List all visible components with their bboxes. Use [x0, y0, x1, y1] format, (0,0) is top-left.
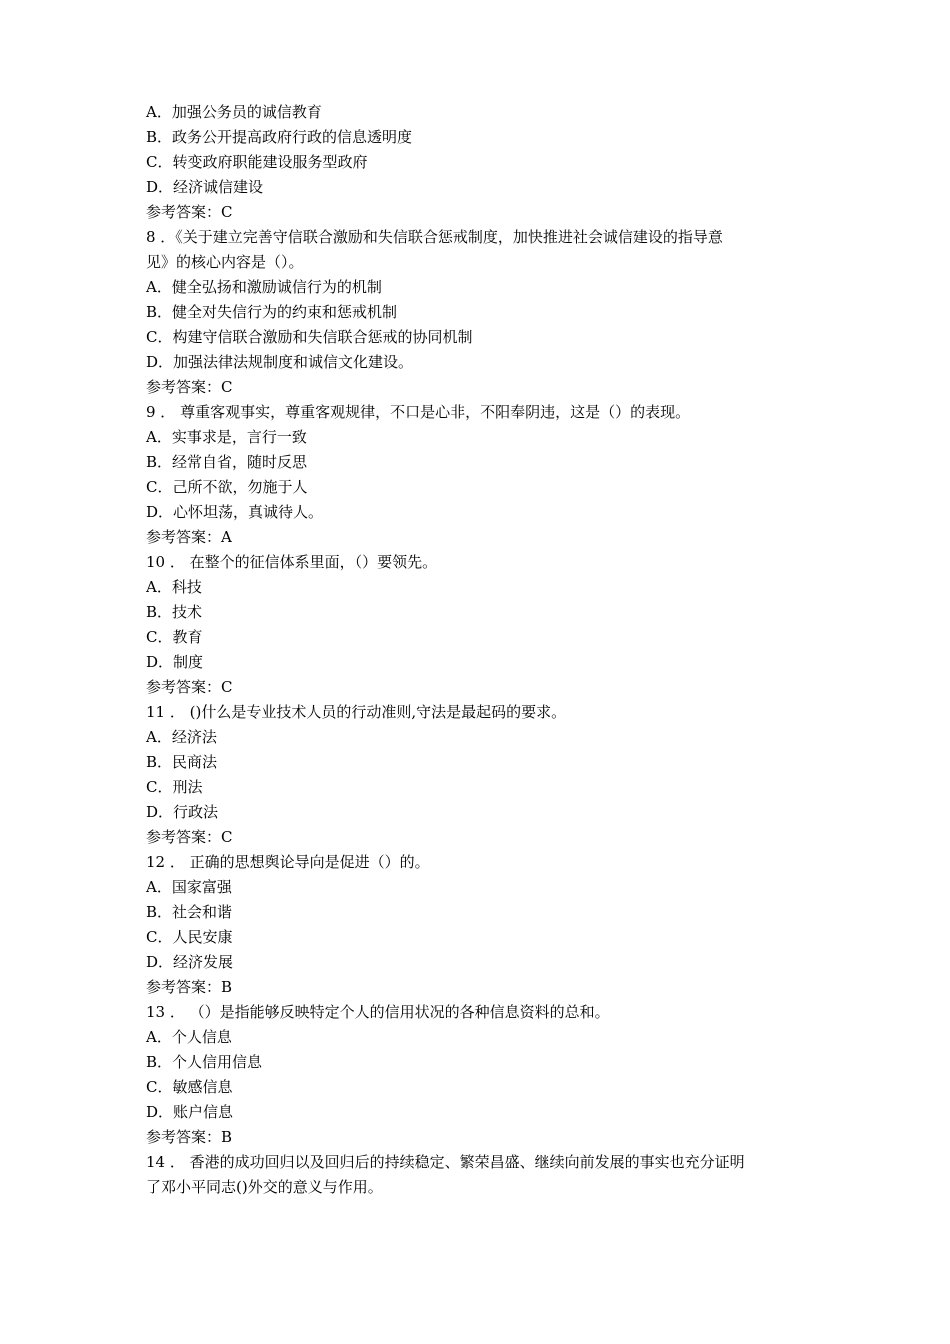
option-text: B．政务公开提高政府行政的信息透明度 [146, 128, 413, 146]
option-text: B．社会和谐 [146, 903, 233, 921]
answer-text: 参考答案：C [146, 828, 233, 846]
option-text: B．个人信用信息 [146, 1053, 263, 1071]
option-text: D．经济发展 [146, 953, 234, 971]
document-body [146, 100, 816, 1200]
option-text: A．实事求是，言行一致 [146, 428, 307, 446]
option-text: C．刑法 [146, 778, 203, 796]
option-text: B．健全对失信行为的约束和惩戒机制 [146, 303, 398, 321]
option-text: C．己所不欲，勿施于人 [146, 478, 308, 496]
option-text: B．经常自省，随时反思 [146, 453, 308, 471]
question-text: 见》的核心内容是（）。 [146, 253, 304, 271]
answer-text: 参考答案：B [146, 978, 233, 996]
option-text: C．构建守信联合激励和失信联合惩戒的协同机制 [146, 328, 473, 346]
question-text: 13 ． （）是指能够反映特定个人的信用状况的各种信息资料的总和。 [146, 1003, 610, 1021]
option-text: A．科技 [146, 578, 202, 596]
answer-text: 参考答案：A [146, 528, 232, 546]
option-text: D．加强法律法规制度和诚信文化建设。 [146, 353, 414, 371]
answer-text: 参考答案：C [146, 678, 233, 696]
option-text: A．经济法 [146, 728, 217, 746]
question-text: 12 ． 正确的思想舆论导向是促进（）的。 [146, 853, 430, 871]
option-text: A．国家富强 [146, 878, 232, 896]
option-text: D．行政法 [146, 803, 219, 821]
option-text: C．转变政府职能建设服务型政府 [146, 153, 368, 171]
option-text: B．民商法 [146, 753, 218, 771]
question-text: 11 ． ()什么是专业技术人员的行动准则,守法是最起码的要求。 [146, 703, 567, 721]
question-text: 10 ． 在整个的征信体系里面，（）要领先。 [146, 553, 438, 571]
answer-text: 参考答案：C [146, 378, 233, 396]
question-text: 9 ． 尊重客观事实，尊重客观规律，不口是心非，不阳奉阴违，这是（）的表现。 [146, 403, 691, 421]
option-text: A．个人信息 [146, 1028, 232, 1046]
option-text: B．技术 [146, 603, 203, 621]
option-text: D．经济诚信建设 [146, 178, 264, 196]
option-text: D．心怀坦荡，真诚待人。 [146, 503, 324, 521]
answer-text: 参考答案：B [146, 1128, 233, 1146]
option-text: C．人民安康 [146, 928, 233, 946]
option-text: D．账户信息 [146, 1103, 234, 1121]
option-text: D．制度 [146, 653, 204, 671]
answer-text: 参考答案：C [146, 203, 233, 221]
option-text: C．教育 [146, 628, 203, 646]
question-text: 了邓小平同志()外交的意义与作用。 [146, 1178, 383, 1196]
option-text: A．加强公务员的诚信教育 [146, 103, 322, 121]
option-text: A．健全弘扬和激励诚信行为的机制 [146, 278, 382, 296]
option-text: C．敏感信息 [146, 1078, 233, 1096]
question-text: 14 ． 香港的成功回归以及回归后的持续稳定、繁荣昌盛、继续向前发展的事实也充分证明 [146, 1153, 745, 1171]
question-text: 8 ．《关于建立完善守信联合激励和失信联合惩戒制度，加快推进社会诚信建设的指导意 [146, 228, 723, 246]
